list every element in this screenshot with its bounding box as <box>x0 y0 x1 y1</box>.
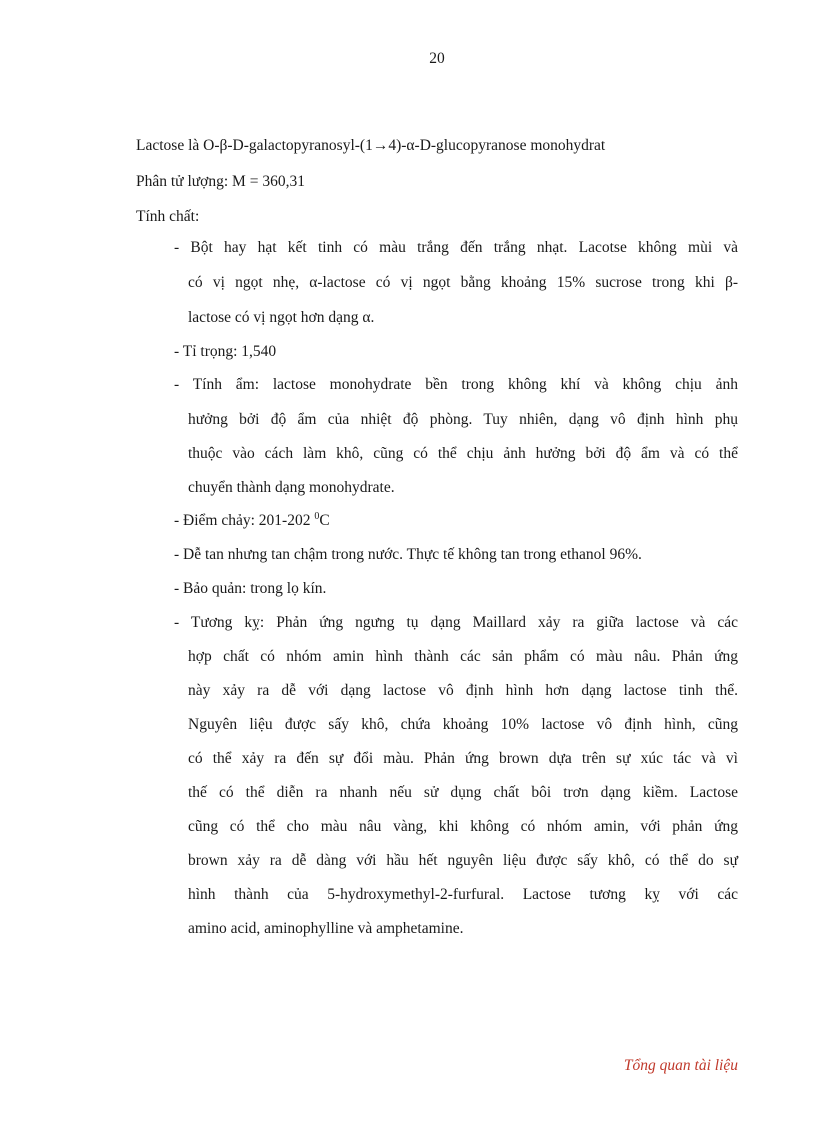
bullet-incompatibility-line-6: thế có thể diễn ra nhanh nếu sử dụng chất bôi trơn dạng kiềm. Lactose <box>188 784 738 801</box>
intro-line-3: Tính chất: <box>136 208 200 225</box>
intro-line-1: Lactose là O-β-D-galactopyranosyl-(1→4)-α-D-glucopyranose monohydrat <box>136 137 606 154</box>
bullet-incompatibility-line-9: hình thành của 5-hydroxymethyl-2-furfural. Lactose tương kỵ với các <box>188 886 738 903</box>
bullet-appearance-line-3: lactose có vị ngọt hơn dạng α. <box>188 309 375 326</box>
bullet-appearance-line-1: - Bột hay hạt kết tinh có màu trắng đến trắng nhạt. Lacotse không mùi và <box>174 239 738 256</box>
bullet-hygroscopic-line-4: chuyển thành dạng monohydrate. <box>188 479 395 496</box>
bullet-incompatibility-line-8: brown xảy ra dễ dàng với hầu hết nguyên liệu được sấy khô, có thể do sự <box>188 852 738 869</box>
bullet-incompatibility-line-10: amino acid, aminophylline và amphetamine. <box>188 920 464 937</box>
bullet-density: - Tỉ trọng: 1,540 <box>174 343 277 360</box>
bullet-incompatibility-line-2: hợp chất có nhóm amin hình thành các sản phẩm có màu nâu. Phản ứng <box>188 648 738 665</box>
intro-line-2: Phân tử lượng: M = 360,31 <box>136 173 305 190</box>
bullet-storage: - Bảo quản: trong lọ kín. <box>174 580 327 597</box>
melting-point-unit: C <box>319 512 330 529</box>
bullet-melting-point <box>174 511 330 531</box>
bullet-hygroscopic-line-2: hưởng bởi độ ẩm của nhiệt độ phòng. Tuy nhiên, dạng vô định hình phụ <box>188 411 738 428</box>
footer-section-title: Tổng quan tài liệu <box>623 1057 738 1074</box>
bullet-incompatibility-line-5: có thể xảy ra đến sự đổi màu. Phản ứng brown dựa trên sự xúc tác và vì <box>188 750 738 767</box>
bullet-hygroscopic-line-1: - Tính ẩm: lactose monohydrate bền trong không khí và không chịu ảnh <box>174 376 738 393</box>
bullet-appearance-line-2: có vị ngọt nhẹ, α-lactose có vị ngọt bằng khoảng 15% sucrose trong khi β- <box>188 274 738 291</box>
page-number: 20 <box>429 50 445 67</box>
bullet-solubility: - Dễ tan nhưng tan chậm trong nước. Thực tế không tan trong ethanol 96%. <box>174 546 642 563</box>
melting-point-text: - Điểm chảy: 201-202 <box>174 512 315 529</box>
bullet-incompatibility-line-3: này xảy ra dễ với dạng lactose vô định hình hơn dạng lactose tinh thể. <box>188 682 738 699</box>
melting-point-degree: 0 <box>314 510 320 522</box>
bullet-incompatibility-line-1: - Tương kỵ: Phản ứng ngưng tụ dạng Maillard xảy ra giữa lactose và các <box>174 614 738 631</box>
bullet-incompatibility-line-7: cũng có thể cho màu nâu vàng, khi không có nhóm amin, với phản ứng <box>188 818 738 835</box>
bullet-hygroscopic-line-3: thuộc vào cách làm khô, cũng có thể chịu ảnh hưởng bởi độ ẩm và có thể <box>188 445 738 462</box>
bullet-incompatibility-line-4: Nguyên liệu được sấy khô, chứa khoảng 10% lactose vô định hình, cũng <box>188 716 738 733</box>
